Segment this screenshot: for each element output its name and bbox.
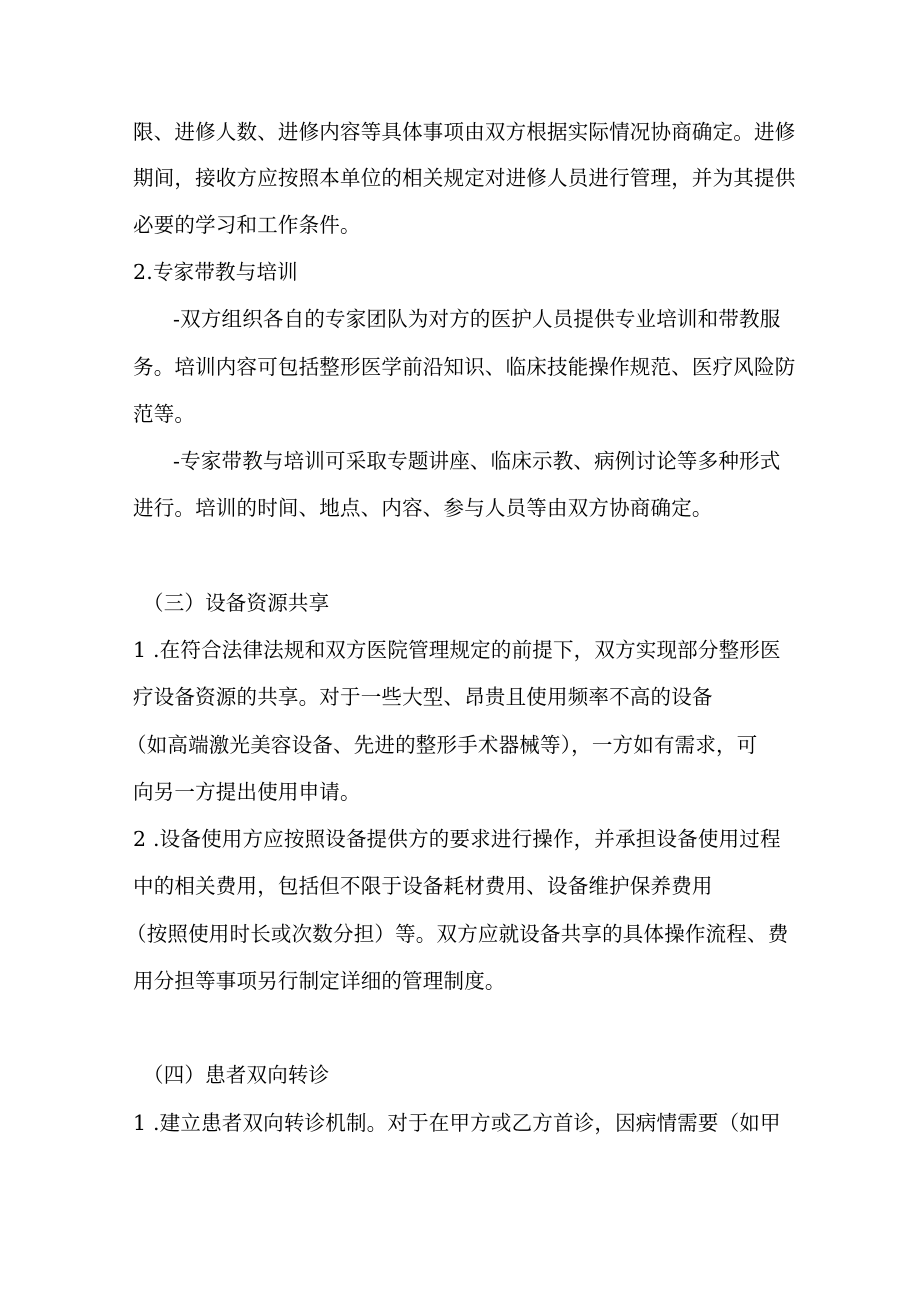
paragraph-line: 限、进修人数、进修内容等具体事项由双方根据实际情况协商确定。进修 [133, 120, 796, 144]
paragraph-line: 期间，接收方应按照本单位的相关规定对进修人员进行管理，并为其提供 [133, 166, 796, 190]
paragraph-line: （如高端激光美容设备、先进的整形手术器械等），一方如有需求，可 [126, 733, 758, 757]
paragraph-line: 2 .设备使用方应按照设备提供方的要求进行操作，并承担设备使用过程 [133, 827, 781, 851]
paragraph-line: -专家带教与培训可采取专题讲座、临床示教、病例讨论等多种形式 [173, 449, 781, 473]
paragraph-line: 务。培训内容可包括整形医学前沿知识、临床技能操作规范、医疗风险防 [133, 355, 796, 379]
paragraph-line: 向另一方提出使用申请。 [133, 780, 361, 804]
section-heading: （四）患者双向转诊 [143, 1063, 330, 1087]
paragraph-line: 疗设备资源的共享。对于一些大型、昂贵且使用频率不高的设备 [133, 685, 713, 709]
paragraph-line: （按照使用时长或次数分担）等。双方应就设备共享的具体操作流程、费 [126, 922, 789, 946]
paragraph-line: 1 .在符合法律法规和双方医院管理规定的前提下，双方实现部分整形医 [133, 638, 781, 662]
paragraph-line: 范等。 [133, 402, 196, 426]
paragraph-line: -双方组织各自的专家团队为对方的医护人员提供专业培训和带教服 [173, 307, 781, 331]
section-heading: （三）设备资源共享 [143, 591, 330, 615]
paragraph-line: 中的相关费用，包括但不限于设备耗材费用、设备维护保养费用 [133, 874, 713, 898]
paragraph-line: 必要的学习和工作条件。 [133, 213, 361, 237]
paragraph-line: 1 .建立患者双向转诊机制。对于在甲方或乙方首诊，因病情需要（如甲 [133, 1111, 781, 1135]
paragraph-line: 用分担等事项另行制定详细的管理制度。 [133, 969, 506, 993]
section-heading: 2.专家带教与培训 [133, 260, 298, 284]
paragraph-line: 进行。培训的时间、地点、内容、参与人员等由双方协商确定。 [133, 496, 713, 520]
